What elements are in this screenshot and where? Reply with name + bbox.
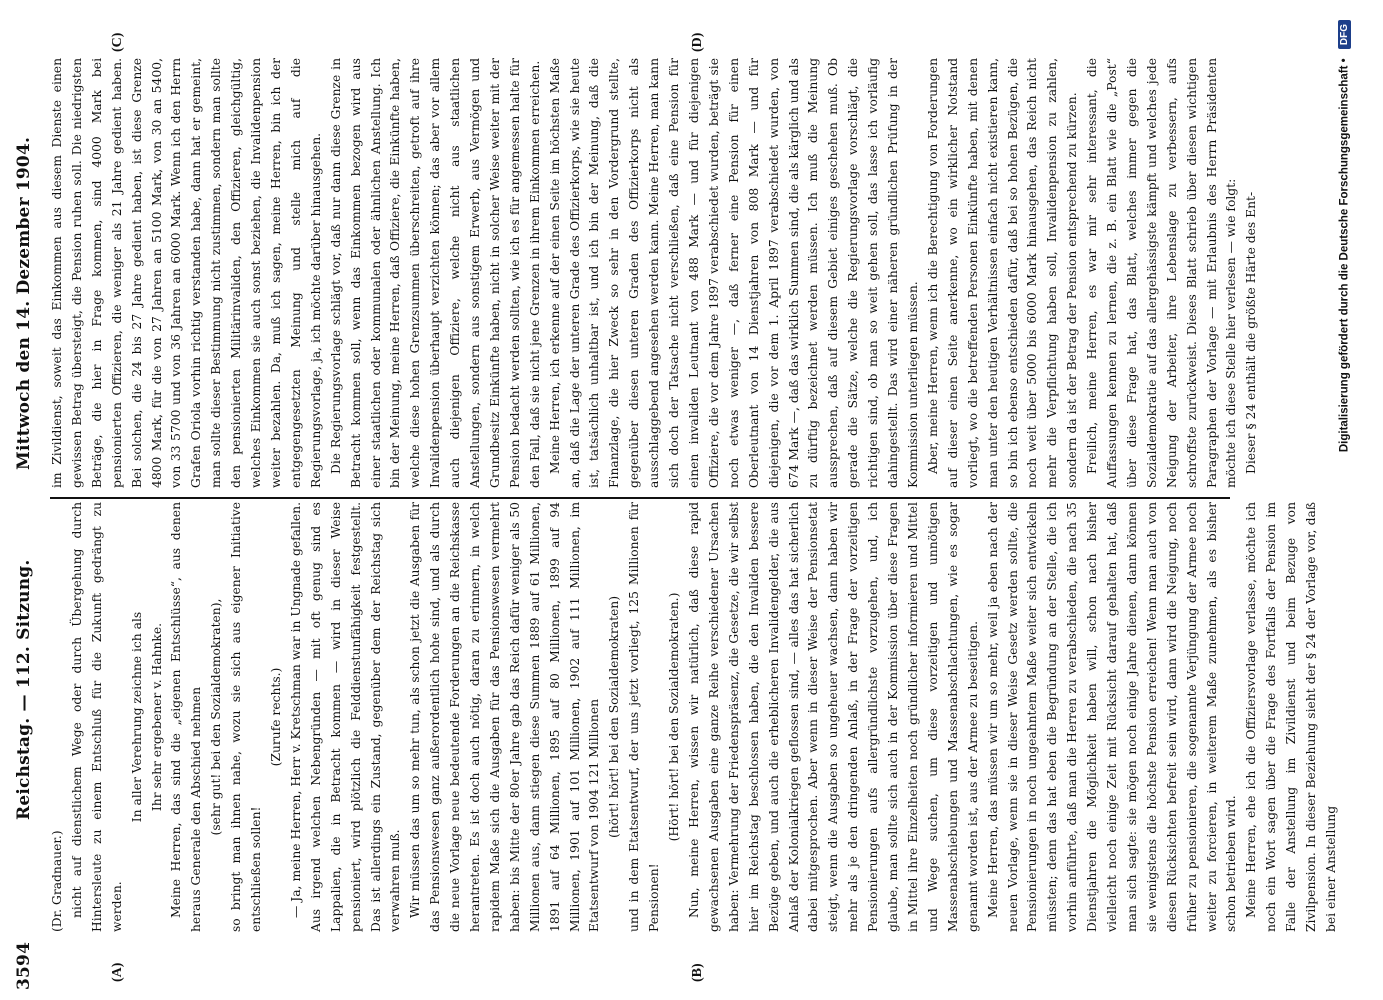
interjection: (sehr gut! bei den Sozialdemokraten), — [209, 598, 224, 836]
session-title: Reichstag. — 112. Sitzung. — [14, 559, 34, 820]
column-divider — [50, 497, 1230, 499]
paragraph: Die Regierungsvorlage schlägt vor, daß nur dann diese Grenze in Betracht kommen soll, wenn das Einkommen bezogen wird aus einer staatlichen oder kommunalen oder ähnlichen Anstellung. Ich bin der Meinung, meine Herren, daß Offiziere, die Einkünfte haben, welche diese hohen Grenzsummen überschreiten, getroft auf ihre Invalidenpension überhaupt verzichten können; das aber vor allem auch diejenigen Offiziere, welche nicht aus staatlichen Anstellungen, sondern aus sonstigem Erwerb, aus Vermögen und Grundbesitz Einkünfte haben, nicht in solcher Weise weiter mit der Pension bedacht werden sollten, wie ich es für angemessen halte für den Fall, daß sie nicht jene Grenzen in ihrem Einkommen erreichen. — [328, 58, 542, 488]
marker-b: (B) — [690, 963, 705, 982]
paragraph: Meine Herren, das sind die „eigenen Entschlüsse“, aus denen heraus Generale den Abschied nehmen — [169, 502, 204, 932]
speaker-note: (Dr. Gradnauer.) — [50, 830, 64, 932]
paragraph: und in dem Etatsentwurf, der uns jetzt vorliegt, 125 Millionen für Pensionen! — [627, 502, 662, 932]
dfg-logo: DFG — [1338, 20, 1351, 49]
digitization-credit — [1338, 20, 1378, 990]
marker-d: (D) — [690, 32, 705, 52]
session-date: Mittwoch den 14. Dezember 1904. — [14, 136, 34, 470]
paragraph: — Ja, meine Herren, Herr v. Kretschman war in Ungnade gefallen. Aus irgend welchen Nebengründen — mit oft genug sind es Lappalien, die in Betracht kommen — wird in dieser Weise pensioniert, wird plötzlich die Felddienstunfähigkeit festgestellt. Das ist allerdings ein Zustand, gegenüber dem der Reichstag sich verwahren muß. — [288, 502, 403, 932]
left-text-column — [48, 502, 1338, 932]
paragraph: nicht auf dienstlichem Wege oder durch Übergehung durch Hintersleute zu einem Entschluß für die Zukunft gedrängt zu werden. — [69, 502, 124, 932]
paragraph: so bringt man ihnen nahe, wozu sie sich aus eigener Initiative entschließen sollen! — [229, 502, 264, 932]
paragraph: Meine Herren, das müssen wir um so mehr, weil ja eben nach der neuen Vorlage, wenn sie in dieser Weise Gesetz werden sollte, die Pensionierungen in noch ungeahntem Maße weiter sich entwickeln müssten; denn das hat eben die Begründung an der Stelle, die ich vorhin anführte, daß man die Herren zu verabschieden, die nach 35 Dienstjahren die Möglichkeit haben will, schon nach bisher vielleicht noch einige Zeit mit Rücksicht darauf gehalten hat, daß man sich sagte: sie mögen noch einige Jahre dienen, dann können sie wenigstens die höchste Pension erreichen! Wenn man auch von diesen Rücksichten befreit sein wird, dann wird die Neigung, noch früher zu pensionieren, die sogenannte Verjüngung der Armee noch weiter zu forcieren, in weiterem Maße zunehmen, als es bisher schon betrieben wird. — [985, 502, 1239, 932]
interjection: (Hört! hört! bei den Sozialdemokraten.) — [667, 592, 682, 842]
right-text-column — [48, 58, 1259, 488]
page-number: 3594 — [14, 941, 34, 990]
paragraph: Meine Herren, ehe ich die Offiziersvorlage verlasse, möchte ich noch ein Wort sagen über die Frage des Fortfalls der Pension im Falle der Anstellung im Zivildienst und beim Bezuge von Zivilpension. In dieser Beziehung sieht der § 24 der Vorlage vor, daß bei einer Anstellung — [1244, 502, 1338, 932]
paragraph: Aber, meine Herren, wenn ich die Berechtigung von Forderungen auf dieser einen Seite anerkenne, wo ein wirklicher Notstand vorliegt, wo die betreffenden Personen Einkünfte haben, mit denen man unter den heutigen Verhältnissen einfach nicht existieren kann, so bin ich ebenso entschieden dafür, daß bei so hohen Bezügen, die noch weit über 5000 bis 6000 Mark hinausgehen, das Reich nicht mehr die Verpflichtung haben soll, Invalidenpension zu zahlen, sondern da ist der Betrag der Pension entsprechend zu kürzen. — [925, 58, 1080, 488]
credit-text: Digitalisierung gefördert durch die Deutsche Forschungsgemeinschaft • — [1338, 58, 1351, 453]
paragraph: Meine Herren, ich erkenne auf der einen Seite im höchsten Maße an, daß die Lage der unteren Grade des Offizierkorps, wie sie heute ist, tatsächlich unhaltbar ist, und ich bin der Meinung, daß die Finanzlage, die hier Zweck so sehr in den Vordergrund stellte, gegenüber diesen unteren Graden des Offizierkorps nicht als ausschlaggebend angesehen werden kann. Meine Herren, man kann sich doch der Tatsache nicht verschließen, daß eine Pension für einen invaliden Leutnant von 488 Mark — und für diejenigen Offiziere, die vor dem Jahre 1897 verabschiedet wurden, beträgt sie noch etwas weniger —, daß ferner eine Pension für einen Oberleutnant von 14 Dienstjahren von 808 Mark — und für diejenigen, die vor dem 1. April 1897 verabschiedet wurden, von 674 Mark —, daß das wirklich Summen sind, die als kärglich und als zu dürftig bezeichnet werden müssen. Ich muß die Meinung aussprechen, daß auf diesem Gebiet einiges geschehen muß. Ob gerade die Sätze, welche die Regierungsvorlage vorschlägt, die richtigen sind, ob man so weit gehen soll, das lasse ich vorläufig dahingestellt. Das wird einer näheren gründlichen Prüfung in der Kommission unterliegen müssen. — [547, 58, 920, 488]
page-header — [8, 50, 40, 990]
interjection: (Zurufe rechts.) — [268, 667, 283, 767]
marker-c: (C) — [110, 32, 125, 52]
marker-a: (A) — [110, 962, 125, 982]
quote-start: Dieser § 24 enthält die größte Härte des Ent- — [1244, 191, 1259, 474]
paragraph: im Zivildienst, soweit das Einkommen aus diesem Dienste einen gewissen Betrag übersteigt, die Pension ruhen soll. Die niedrigsten Beträge, die hier in Frage kommen, sind 4000 Mark bei pensionierten Offizieren, die weniger als 21 Jahre gedient haben. Bei solchen, die 24 bis 27 Jahre gedient haben, ist diese Grenze 4800 Mark, für die von 27 Jahren an 5100 Mark, von 30 an 5400, von 33 5700 und von 36 Jahren an 6000 Mark. Wenn ich den Herrn Grafen Oriola vorhin richtig verstanden habe, dann hat er gemeint, man sollte dieser Bestimmung nicht zustimmen, sondern man sollte den pensionierten Militärinvaliden, den Offizieren, gleichgültig, welches Einkommen sie auch sonst beziehen, die Invalidenpension weiter bezahlen. Da, muß ich sagen, meine Herren, bin ich der entgegengesetzten Meinung und stelle mich auf die Regierungsvorlage, ja, ich möchte darüber hinausgehen. — [50, 58, 323, 488]
paragraph: Wir müssen das um so mehr tun, als schon jetzt die Ausgaben für das Pensionswesen ganz außerordentlich hohe sind, und als durch die neue Vorlage neue bedeutende Forderungen an die Reichskasse herantreten. Es ist doch auch nötig, daran zu erinnern, in welch rapidem Maße sich die Ausgaben für das Pensionswesen vermehrt haben: bis Mitte der 80er Jahre gab das Reich dafür weniger als 50 Millionen aus, dann stiegen diese Summen 1889 auf 61 Millionen, 1891 auf 64 Millionen, 1895 auf 80 Millionen, 1899 auf 94 Millionen, 1901 auf 101 Millionen, 1902 auf 111 Millionen, im Etatsentwurf von 1904 121 Millionen — [408, 502, 602, 932]
letter-closing: In aller Verehrung zeichne ich als — [129, 611, 144, 823]
interjection: (hört! hört! bei den Sozialdemokraten) — [607, 595, 622, 839]
letter-signature: Ihr sehr ergebener v. Hahnke. — [149, 622, 164, 812]
paragraph: Nun, meine Herren, wissen wir natürlich, daß diese rapid gewachsenen Ausgaben eine ganze Reihe verschiedener Ursachen haben: Vermehrung der Friedenspräsenz, die Gesetze, die wir selbst hier im Reichstag beschlossen haben, die den Invaliden bessere Bezüge geben, und auch die erheblicheren Invalidengelder, die aus Anlaß der Kolonialkriegen geflossen sind, — alles das hat sicherlich dabei mitgesprochen. Aber wenn in dieser Weise der Pensionsetat steigt, wenn die Ausgaben so ungeheuer wachsen, dann haben wir mehr als je den dringenden Anlaß, in der Frage der vorzeitigen Pensionierungen aufs allergründlichste vorzugehen, und, ich glaube, man sollte sich auch in der Kommission über diese Fragen in Mittel ihre Einzelheiten noch gründlicher informieren und Mittel und Wege suchen, um diese vorzeitigen und unnötigen Massenabschiebungen und Massenabschlachtungen, wie es sogar genannt worden ist, aus der Armee zu beseitigen. — [687, 502, 980, 932]
paragraph: Freilich, meine Herren, es war mir sehr interessant, die Auffassungen kennen zu lernen, die z. B. ein Blatt wie die „Post“ über diese Frage hat, das Blatt, welches immer gegen die Sozialdemokratie auf das allergehässigste kämpft und welches jede Neigung der Arbeiter, ihre Lebenslage zu verbessern, aufs schroffste zurückweist. Dieses Blatt schrieb über diesen wichtigen Paragraphen der Vorlage — mit Erlaubnis des Herrn Präsidenten möchte ich diese Stelle hier verlesen — wie folgt: — [1085, 58, 1239, 488]
